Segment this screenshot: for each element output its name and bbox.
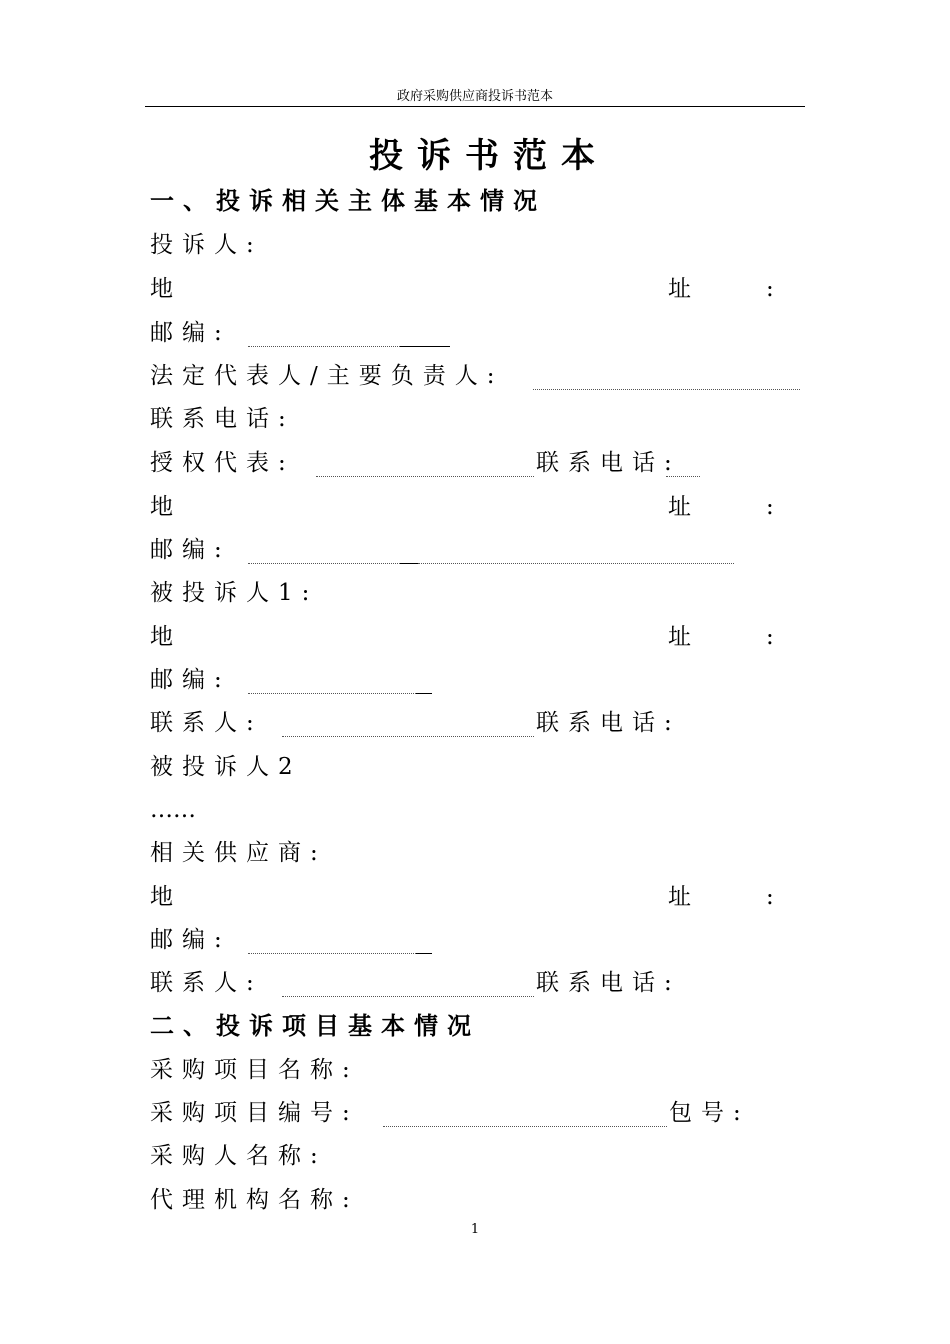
- ellipsis: ……: [150, 797, 196, 823]
- authorized-phone-label: 联系电话:: [536, 450, 681, 476]
- related-supplier-label: 相关供应商:: [150, 840, 327, 866]
- respondent1-postcode-row: [150, 665, 800, 695]
- respondent2-label: 被投诉人2: [150, 754, 302, 780]
- postcode-field[interactable]: [248, 665, 416, 694]
- address-label-left: 地: [150, 494, 182, 520]
- postcode-field[interactable]: [248, 318, 400, 347]
- project-number-row: [150, 1098, 800, 1128]
- contact-label: 联系人:: [150, 710, 263, 736]
- project-number-field[interactable]: [383, 1098, 667, 1127]
- postcode-field[interactable]: [248, 535, 400, 564]
- postcode-label: 邮编:: [150, 320, 231, 346]
- postcode-field-end: [416, 665, 432, 694]
- contact-field[interactable]: [282, 968, 534, 997]
- authorized-phone-field[interactable]: [666, 448, 700, 477]
- page-number: 1: [470, 1222, 480, 1237]
- supplier-address-row: [150, 882, 800, 912]
- project-name-label: 采购项目名称:: [150, 1057, 359, 1083]
- address-colon: :: [766, 276, 783, 302]
- document-title: 投诉书范本: [369, 136, 609, 176]
- package-label: 包号:: [669, 1100, 750, 1126]
- postcode-field-end: [400, 318, 450, 347]
- contact-phone-label: 联系电话:: [536, 710, 681, 736]
- complainant-label: 投诉人:: [150, 232, 263, 258]
- rep-address-row: [150, 492, 800, 522]
- address-colon: :: [766, 884, 783, 910]
- address-label-right: 址: [668, 884, 700, 910]
- header-divider: [145, 106, 805, 107]
- purchaser-label: 采购人名称:: [150, 1143, 327, 1169]
- complainant-phone-label: 联系电话:: [150, 406, 295, 432]
- complainant-address-row: [150, 274, 800, 304]
- section2-heading: 二、投诉项目基本情况: [150, 1012, 480, 1040]
- postcode-label: 邮编:: [150, 667, 231, 693]
- supplier-contact-row: [150, 968, 800, 998]
- legal-rep-field[interactable]: [533, 361, 800, 390]
- postcode-label: 邮编:: [150, 537, 231, 563]
- contact-label: 联系人:: [150, 970, 263, 996]
- legal-rep-label: 法定代表人/主要负责人:: [150, 363, 504, 389]
- address-label-right: 址: [668, 624, 700, 650]
- address-label-left: 地: [150, 276, 182, 302]
- page-header: 政府采购供应商投诉书范本: [396, 89, 553, 104]
- section1-heading: 一、投诉相关主体基本情况: [150, 187, 546, 215]
- complainant-postcode-row: [150, 318, 800, 348]
- project-number-label: 采购项目编号:: [150, 1100, 359, 1126]
- respondent1-contact-row: [150, 708, 800, 738]
- postcode-field-end: [416, 925, 432, 954]
- respondent1-address-row: [150, 622, 800, 652]
- address-label-left: 地: [150, 624, 182, 650]
- postcode-field-extension[interactable]: [418, 535, 734, 564]
- postcode-field-mark: [400, 535, 418, 564]
- address-label-right: 址: [668, 276, 700, 302]
- address-label-right: 址: [668, 494, 700, 520]
- legal-rep-row: [150, 361, 800, 391]
- supplier-postcode-row: [150, 925, 800, 955]
- rep-postcode-row: [150, 535, 800, 565]
- authorized-rep-label: 授权代表:: [150, 450, 295, 476]
- respondent1-label: 被投诉人1:: [150, 580, 319, 606]
- address-label-left: 地: [150, 884, 182, 910]
- address-colon: :: [766, 494, 783, 520]
- authorized-rep-row: [150, 448, 800, 478]
- address-colon: :: [766, 624, 783, 650]
- contact-field[interactable]: [282, 708, 534, 737]
- contact-phone-label: 联系电话:: [536, 970, 681, 996]
- postcode-field[interactable]: [248, 925, 416, 954]
- postcode-label: 邮编:: [150, 927, 231, 953]
- agency-label: 代理机构名称:: [150, 1187, 359, 1213]
- authorized-rep-field[interactable]: [316, 448, 534, 477]
